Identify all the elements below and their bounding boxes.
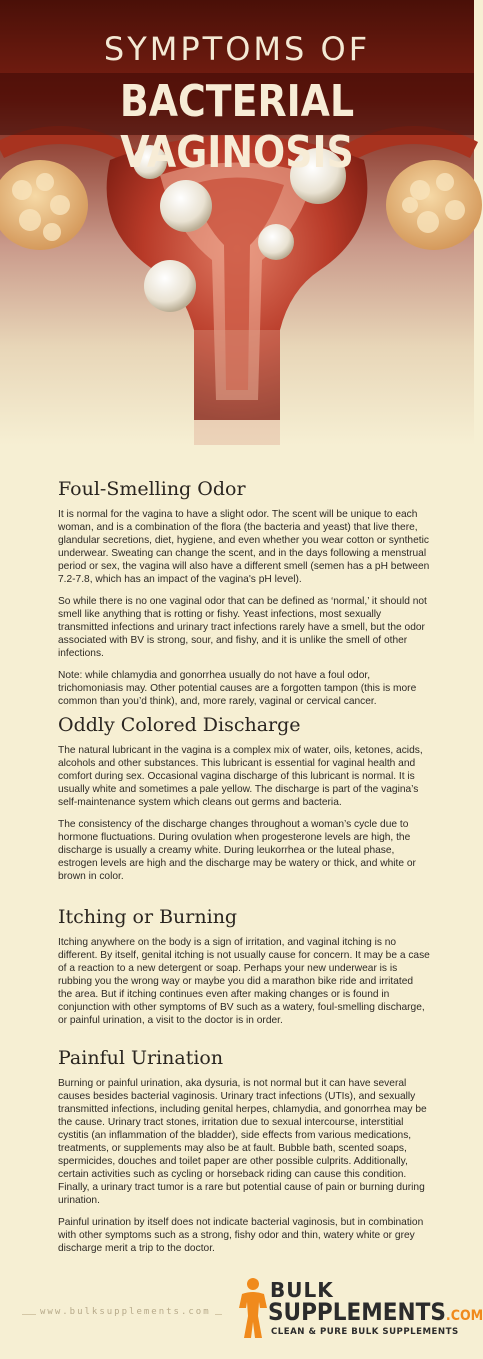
brand-suffix: .COM <box>445 1308 483 1324</box>
section-painful-urination <box>58 1047 430 1264</box>
brand-name-line-2 <box>268 1298 483 1326</box>
section-foul-smelling-odor <box>58 478 430 717</box>
section-title: Foul-Smelling Odor <box>58 478 246 500</box>
brand-supplements: SUPPLEMENTS <box>268 1298 446 1326</box>
section-paragraph: The consistency of the discharge changes throughout a woman’s cycle due to hormone fluctuations. During ovulation when progesterone levels are high, the discharge is usually a creamy white. During leukorrhea or the luteal phase, estrogen levels are high and the discharge may be watery or thick, and white or brown in color. <box>58 819 416 882</box>
section-paragraph: Burning or painful urination, aka dysuria, is not normal but it can have several causes besides bacterial vaginosis. Urinary tract infections (UTIs), and sexually transmitted infections, including genital herpes, chlamydia, and gonorrhea may be the cause. Urinary tract stones, irritation due to sexual intercourse, interstitial cystitis (an inflammation of the bladder), side effects from various medications, treatments, or supplements may also be at fault. Bubble bath, scented soaps, spermicides, douches and toilet paper are other possible culprits. Additionally, certain activities such as cycling or horseback riding can cause this condition. Finally, a urinary tract tumor is a rare but potential cause of pain or burning during urination. <box>58 1078 427 1206</box>
section-title: Oddly Colored Discharge <box>58 714 301 736</box>
section-paragraph: The natural lubricant in the vagina is a complex mix of water, oils, ketones, acids, alcohols and other substances. This lubricant is essential for vaginal health and comfort during sex. Occasional vagina discharge of this lubricant is normal. It is usually white and sometimes a pale yellow. The discharge is part of the vagina’s self-maintenance system which cleans out germs and bacteria. <box>58 745 423 808</box>
section-paragraph: So while there is no one vaginal odor that can be defined as ‘normal,’ it should not smell like anything that is rotting or fishy. Yeast infections, most sexually transmitted infections and urinary tract infections rarely have a smell, but the odor associated with BV is strong, sour, and fishy, and it is unlike the smell of other infections. <box>58 596 427 659</box>
section-oddly-colored-discharge <box>58 714 430 892</box>
hero-illustration <box>0 0 474 445</box>
footer <box>0 1268 483 1359</box>
section-paragraph: Painful urination by itself does not indicate bacterial vaginosis, but in combination with other symptoms such as a strong, fishy odor and thin, watery white or grey discharge merit a trip to the doctor. <box>58 1217 424 1254</box>
section-title: Itching or Burning <box>58 906 238 928</box>
title-line-1: SYMPTOMS OF <box>103 30 371 68</box>
bulk-supplements-logo-icon <box>236 1276 270 1340</box>
title-line-2: BACTERIAL VAGINOSIS <box>119 76 355 178</box>
section-paragraph: Note: while chlamydia and gonorrhea usually do not have a foul odor, trichomoniasis may. Other potential causes are a forgotten tampon (this is more common than you’d think), and, more rarely, vaginal or cervical cancer. <box>58 670 417 707</box>
section-title: Painful Urination <box>58 1047 224 1069</box>
section-paragraph: Itching anywhere on the body is a sign of irritation, and vaginal itching is no different. By itself, genital itching is not usually cause for concern. It may be a case of a reaction to a new detergent or soap. Perhaps your new underwear is is rubbing you the wrong way or maybe you did a marathon bike ride and irritated the area. But if itching continues even after making changes or is found in conjunction with other symptoms of BV such as a watery, foul-smelling discharge, or painful urination, a visit to the doctor is in order. <box>58 937 430 1026</box>
footer-url-link[interactable]: www.bulksupplements.com <box>36 1307 215 1317</box>
brand-name-line-1: BULK <box>270 1278 334 1302</box>
section-itching-or-burning <box>58 906 430 1036</box>
brand-tagline: CLEAN & PURE BULK SUPPLEMENTS <box>271 1327 459 1337</box>
section-paragraph: It is normal for the vagina to have a slight odor. The scent will be unique to each woman, and is a combination of the flora (the bacteria and yeast) that live there, glandular secretions, diet, hygiene, and even whether you wear cotton or synthetic underwear. Sweating can change the scent, and in the days following a menstrual period or sex, the vagina will also have a different smell (semen has a pH between 7.2-7.8, which has an impact of the vagina's pH level). <box>58 509 430 585</box>
